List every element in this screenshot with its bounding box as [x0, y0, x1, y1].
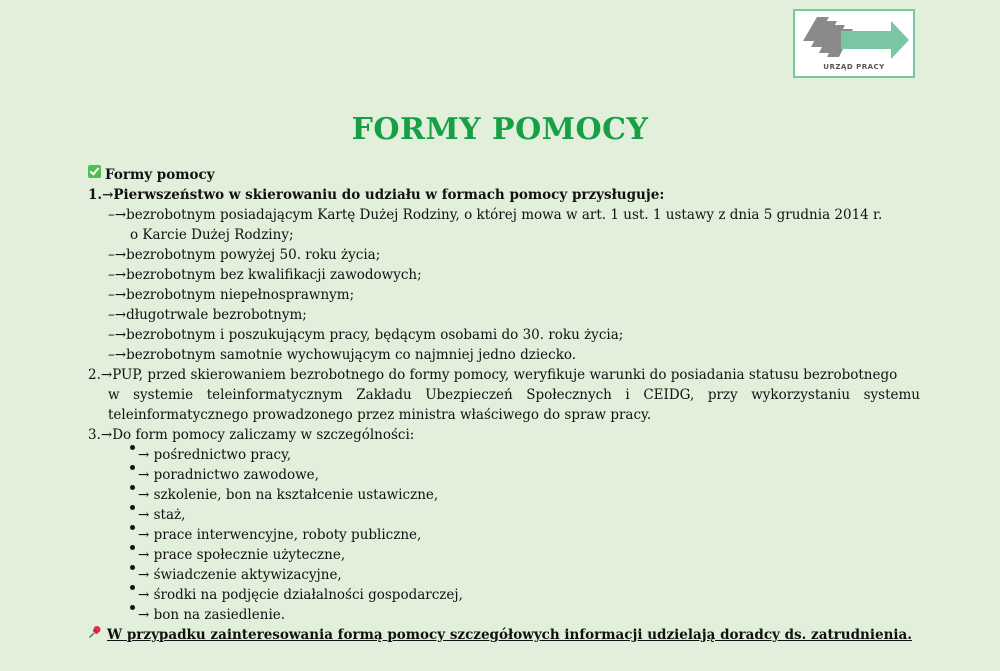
bullet-icon	[130, 445, 135, 450]
list-item	[88, 285, 920, 305]
list-item-text: bezrobotnym niepełnosprawnym;	[126, 287, 355, 303]
list-item	[88, 345, 920, 365]
list-item-text: bezrobotnym i poszukującym pracy, będącym osobami do 30. roku życia;	[126, 327, 624, 343]
bullet-item-text: środki na podjęcie działalności gospodarczej,	[153, 587, 463, 603]
list-item	[88, 305, 920, 325]
bullet-icon	[130, 565, 135, 570]
bullet-item	[88, 485, 920, 505]
section-heading	[88, 165, 920, 185]
section-heading-text: Formy pomocy	[105, 167, 215, 183]
list-item-text: bezrobotnym bez kwalifikacji zawodowych;	[126, 267, 422, 283]
bullet-icon	[130, 505, 135, 510]
bullet-item	[88, 565, 920, 585]
arrow-icon: →	[138, 447, 150, 463]
contact-note	[88, 625, 920, 645]
point-number: 2.	[88, 367, 101, 383]
dash-arrow-icon: –→	[108, 247, 127, 263]
list-item-text: bezrobotnym samotnie wychowującym co najmniej jedno dziecko.	[126, 347, 577, 363]
list-item	[88, 265, 920, 285]
arrow-icon: →	[100, 367, 113, 383]
bullet-item	[88, 545, 920, 565]
point-3-heading	[88, 425, 920, 445]
arrow-icon: →	[138, 507, 150, 523]
point-2-line	[88, 365, 920, 385]
point-number: 3.	[88, 427, 101, 443]
bullet-item	[88, 585, 920, 605]
check-icon	[88, 165, 101, 178]
point-number: 1.	[88, 187, 103, 203]
bullet-item-text: świadczenie aktywizacyjne,	[153, 567, 342, 583]
point-2-line: w systemie teleinformatycznym Zakładu Ubezpieczeń Społecznych i CEIDG, przy wykorzystaniu systemu	[108, 387, 920, 403]
bullet-item-text: bon na zasiedlenie.	[153, 607, 286, 623]
dash-arrow-icon: –→	[108, 327, 127, 343]
bullet-item-text: prace społecznie użyteczne,	[153, 547, 346, 563]
list-item-text: bezrobotnym powyżej 50. roku życia;	[126, 247, 381, 263]
point-2-text: PUP, przed skierowaniem bezrobotnego do formy pomocy, weryfikuje warunki do posiadania statusu bezrobotnego	[112, 367, 898, 383]
point-2-line: teleinformatycznego prowadzonego przez ministra właściwego do spraw pracy.	[108, 407, 652, 423]
dash-arrow-icon: –→	[108, 347, 127, 363]
urzad-pracy-logo	[793, 9, 915, 78]
list-item	[88, 205, 920, 225]
list-item-text: bezrobotnym posiadającym Kartę Dużej Rodziny, o której mowa w art. 1 ust. 1 ustawy z dnia 5 grudnia 2014 r.	[126, 207, 883, 223]
bullet-icon	[130, 585, 135, 590]
bullet-icon	[130, 545, 135, 550]
document-body	[88, 165, 920, 645]
arrow-icon: →	[138, 467, 150, 483]
point-3-heading-text: Do form pomocy zaliczamy w szczególności:	[112, 427, 415, 443]
dash-arrow-icon: –→	[108, 267, 127, 283]
point-1-heading	[88, 185, 920, 205]
bullet-icon	[130, 465, 135, 470]
dash-arrow-icon: –→	[108, 307, 127, 323]
bullet-item-text: pośrednictwo pracy,	[153, 447, 292, 463]
arrow-icon: →	[138, 567, 150, 583]
bullet-item-text: prace interwencyjne, roboty publiczne,	[153, 527, 422, 543]
bullet-item-text: staż,	[153, 507, 186, 523]
logo-text: URZĄD PRACY	[823, 63, 885, 71]
arrow-icon: →	[138, 527, 150, 543]
page-title: FORMY POMOCY	[351, 112, 649, 147]
list-item-continuation	[88, 225, 920, 245]
bullet-item-text: poradnictwo zawodowe,	[153, 467, 319, 483]
list-item	[88, 325, 920, 345]
pushpin-icon	[88, 625, 102, 639]
list-item-text: długotrwale bezrobotnym;	[126, 307, 307, 323]
dash-arrow-icon: –→	[108, 207, 127, 223]
bullet-item	[88, 525, 920, 545]
bullet-icon	[130, 485, 135, 490]
arrow-icon: →	[138, 547, 150, 563]
arrow-icon: →	[138, 487, 150, 503]
bullet-icon	[130, 605, 135, 610]
dash-arrow-icon: –→	[108, 287, 127, 303]
bullet-item	[88, 465, 920, 485]
bullet-item	[88, 605, 920, 625]
arrow-icon: →	[100, 427, 113, 443]
arrow-icon: →	[138, 587, 150, 603]
bullet-icon	[130, 525, 135, 530]
bullet-item	[88, 505, 920, 525]
list-item	[88, 245, 920, 265]
bullet-item	[88, 445, 920, 465]
point-1-heading-text: Pierwszeństwo w skierowaniu do udziału w formach pomocy przysługuje:	[113, 187, 665, 203]
point-2	[88, 365, 920, 425]
arrow-icon: →	[102, 187, 114, 203]
bullet-item-text: szkolenie, bon na kształcenie ustawiczne,	[153, 487, 439, 503]
list-item-text: o Karcie Dużej Rodziny;	[130, 227, 294, 243]
contact-note-text: W przypadku zainteresowania formą pomocy szczegółowych informacji udzielają doradcy ds. zatrudnienia.	[107, 627, 912, 643]
arrow-icon: →	[138, 607, 150, 623]
